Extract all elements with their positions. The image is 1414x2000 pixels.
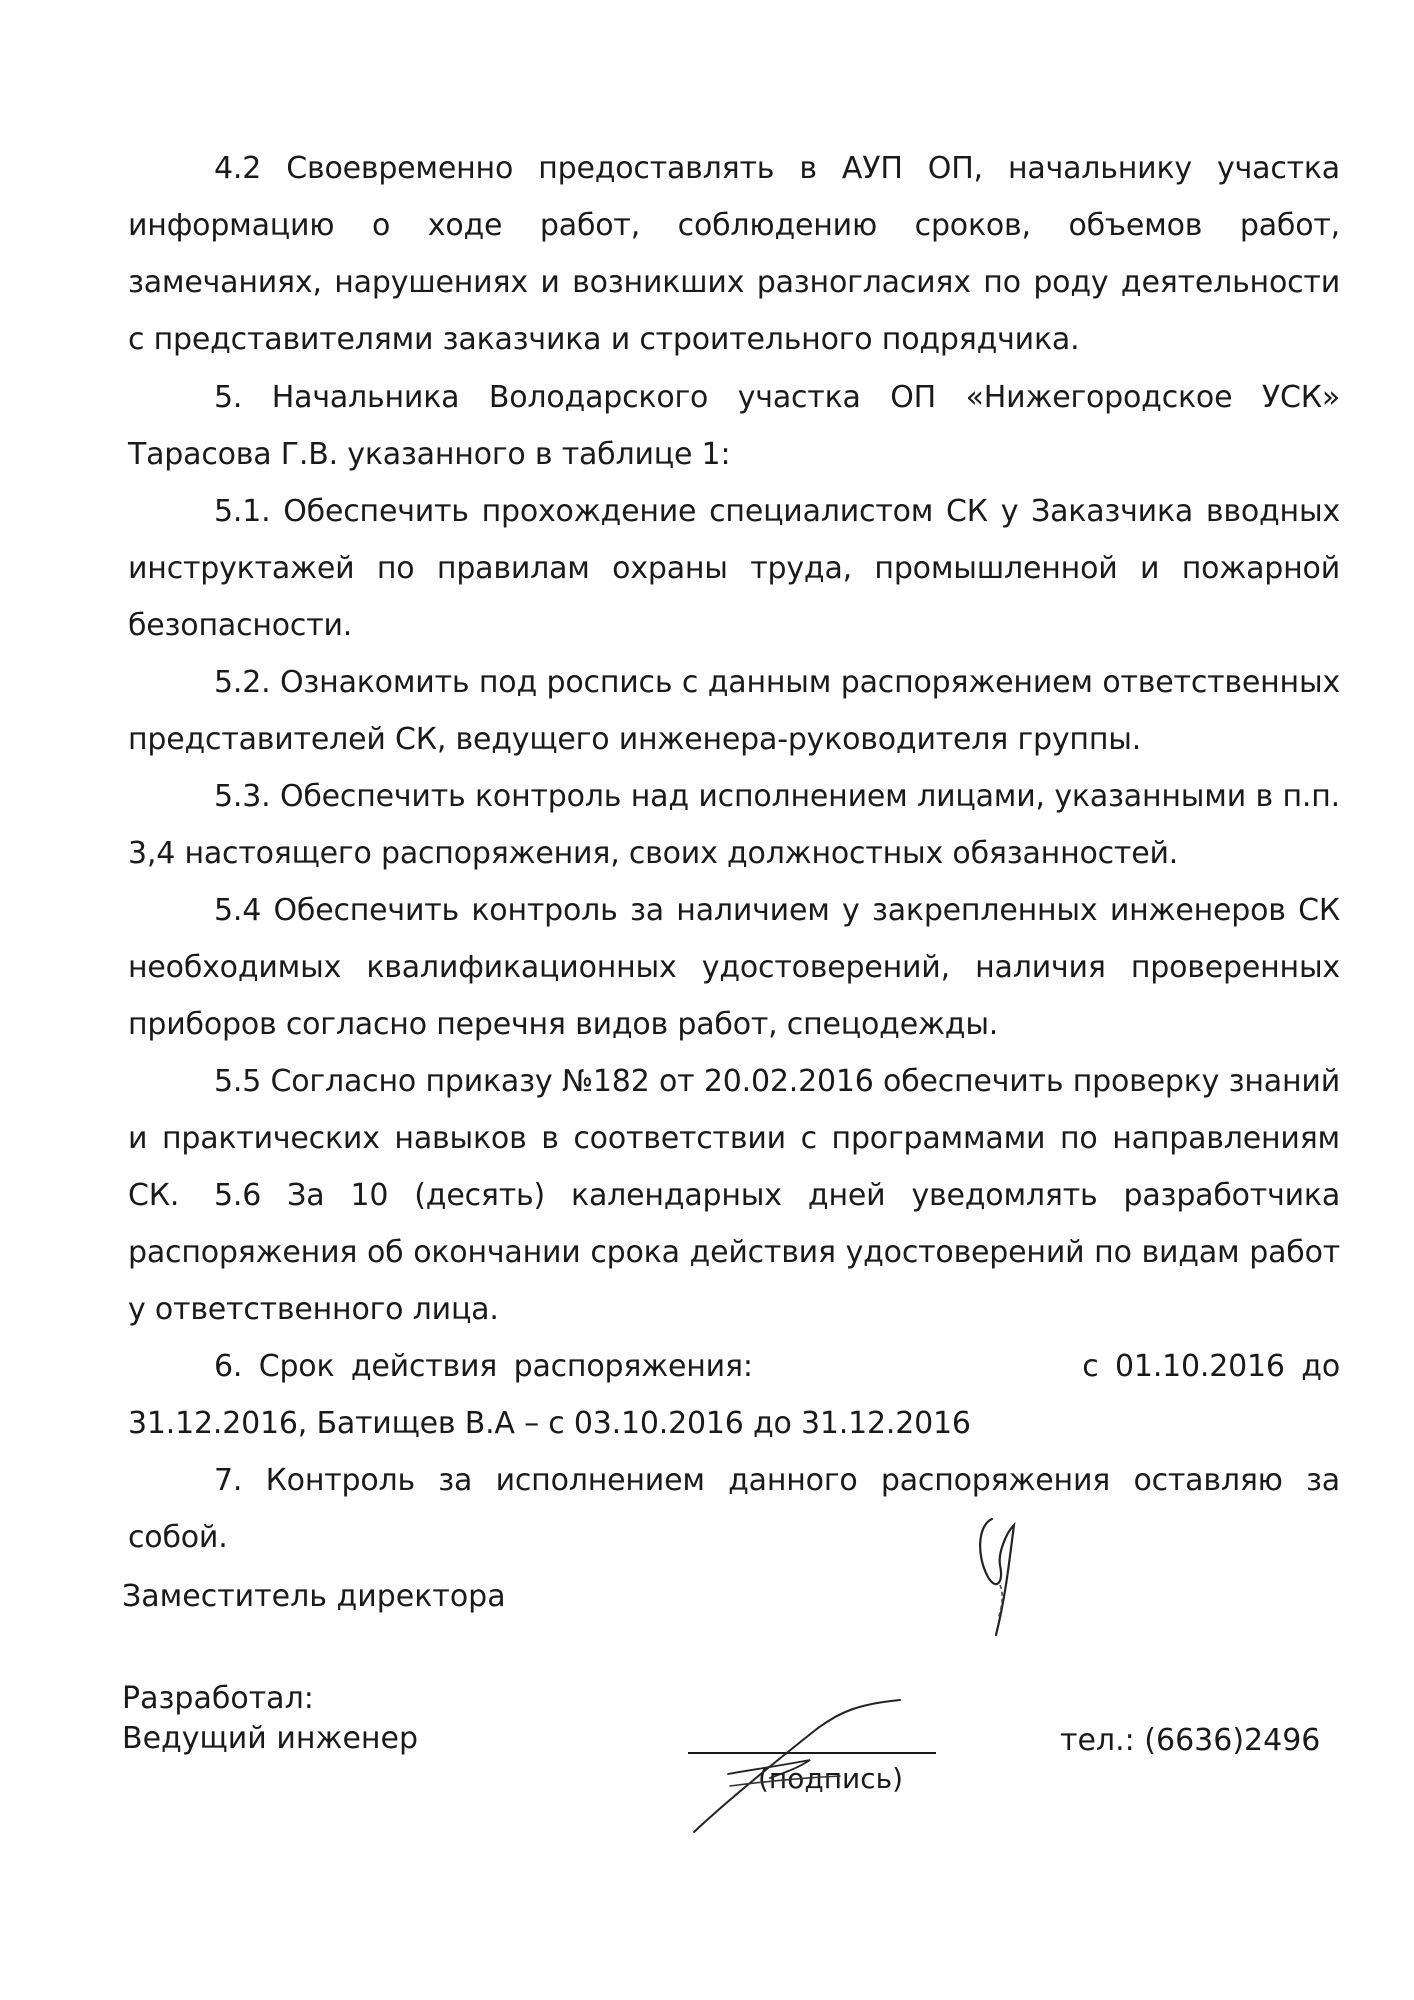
paragraph-5-1: 5.1. Обеспечить прохождение специалистом СК у Заказчика вводных инструктажей по правилам охраны труда, промышленной и пожарной безопасности. [128, 494, 1340, 643]
paragraph-5-5: 5.5 Согласно приказу №182 от 20.02.2016 обеспечить проверку знаний и практических навыков в соответствии с программами по направлениям СК. [128, 1064, 1340, 1213]
paragraph-4-2: 4.2 Своевременно предоставлять в АУП ОП, начальнику участка информацию о ходе работ, соблюдению сроков, объемов работ, замечаниях, нарушениях и возникших разногласиях по роду деятельности с представителями заказчика и строительного подрядчика. [128, 151, 1340, 357]
developed-label: Разработал: [122, 1681, 314, 1716]
developer-signature-image [690, 1698, 910, 1838]
paragraph-5: 5. Начальника Володарского участка ОП «Нижегородское УСК» Тарасова Г.В. указанного в таблице 1: [128, 380, 1340, 472]
paragraph-5-2: 5.2. Ознакомить под роспись с данным распоряжением ответственных представителей СК, ведущего инженера-руководителя группы. [128, 665, 1340, 757]
paragraph-5-6: 5.6 За 10 (десять) календарных дней уведомлять разработчика распоряжения об окончании срока действия удостоверений по видам работ у ответственного лица. [128, 1178, 1340, 1327]
paragraph-7: 7. Контроль за исполнением данного распоряжения оставляю за собой. [128, 1463, 1340, 1555]
deputy-signature-image [970, 1515, 1030, 1645]
phone-number: тел.: (6636)2496 [1060, 1723, 1321, 1758]
deputy-director-title: Заместитель директора [122, 1579, 506, 1614]
signature-caption: (подпись) [758, 1762, 904, 1795]
paragraph-6: 6. Срок действия распоряжения: с 01.10.2016 до 31.12.2016, Батищев В.А – с 03.10.2016 до 31.12.2016 [128, 1349, 1350, 1441]
paragraph-5-4: 5.4 Обеспечить контроль за наличием у закрепленных инженеров СК необходимых квалификационных удостоверений, наличия проверенных приборов согласно перечня видов работ, спецодежды. [128, 893, 1340, 1042]
paragraph-5-3: 5.3. Обеспечить контроль над исполнением лицами, указанными в п.п. 3,4 настоящего распоряжения, своих должностных обязанностей. [128, 779, 1340, 871]
developer-position: Ведущий инженер [122, 1721, 419, 1756]
